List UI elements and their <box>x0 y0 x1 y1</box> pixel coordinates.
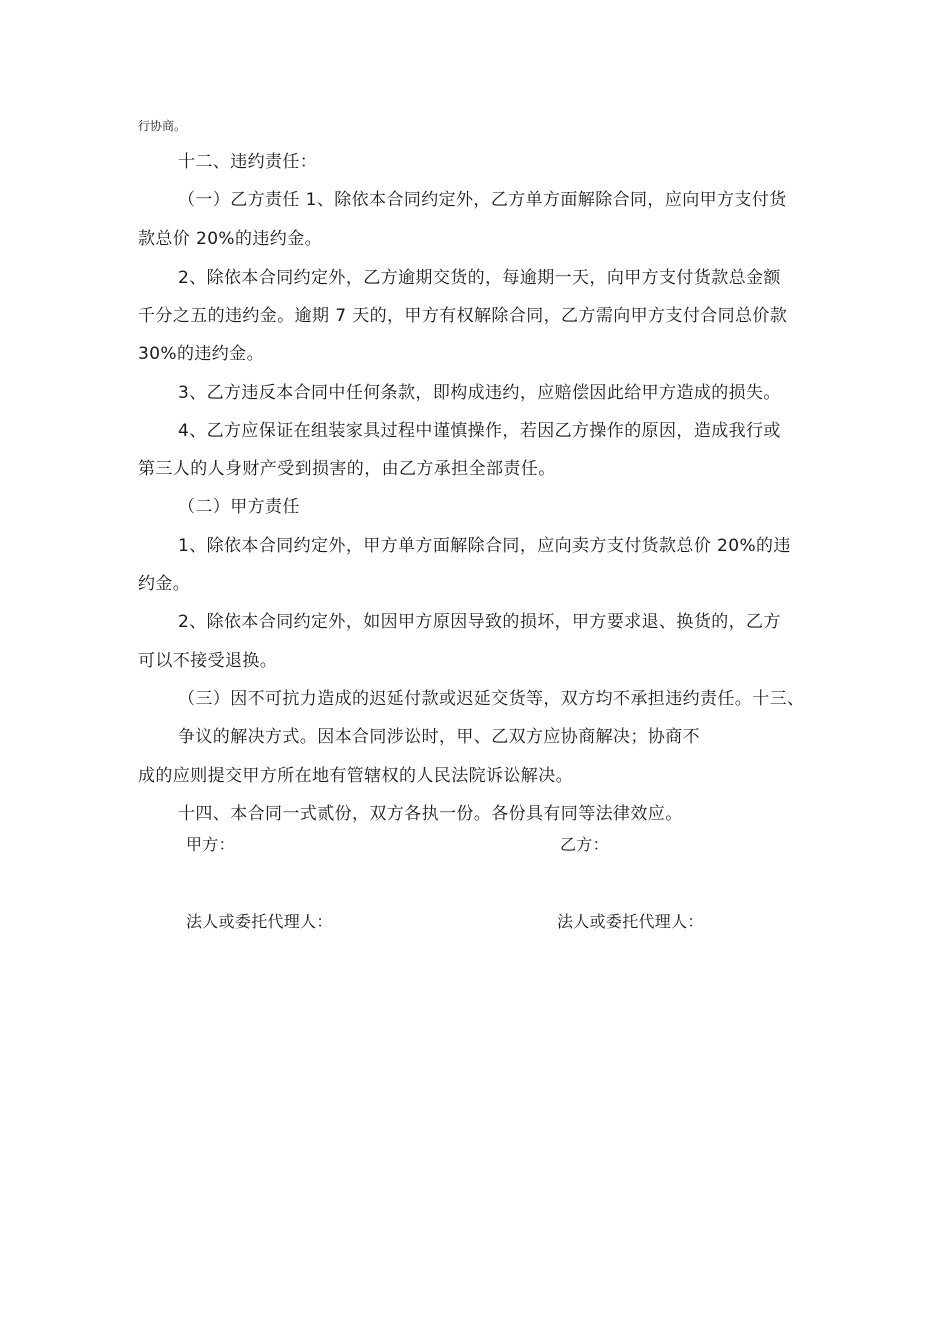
text-line: 款总价 20%的违约金。 <box>138 229 322 249</box>
party-a-agent-label: 法人或委托代理人： <box>186 912 333 931</box>
text-line: 千分之五的违约金。逾期 7 天的，甲方有权解除合同，乙方需向甲方支付合同总价款 <box>138 306 788 326</box>
section-heading-breach-liability: 十二、违约责任： <box>178 152 318 172</box>
subsection-heading-party-a: （二）甲方责任 <box>178 497 300 517</box>
text-line: 第三人的人身财产受到损害的，由乙方承担全部责任。 <box>138 459 556 479</box>
text-line: 约金。 <box>138 574 191 594</box>
text-line: （三）因不可抗力造成的迟延付款或迟延交货等，双方均不承担违约责任。十三、 <box>178 689 805 709</box>
text-line: 2、除依本合同约定外，乙方逾期交货的，每逾期一天，向甲方支付货款总金额 <box>178 268 781 288</box>
text-line: 1、除依本合同约定外，甲方单方面解除合同，应向卖方支付货款总价 20%的违 <box>178 536 791 556</box>
text-line: 争议的解决方式。因本合同涉讼时，甲、乙双方应协商解决；协商不 <box>178 727 700 747</box>
text-line: 成的应则提交甲方所在地有管辖权的人民法院诉讼解决。 <box>138 766 573 786</box>
party-a-label: 甲方： <box>186 835 235 854</box>
text-line: 2、除依本合同约定外，如因甲方原因导致的损坏，甲方要求退、换货的，乙方 <box>178 612 781 632</box>
text-line: 可以不接受退换。 <box>138 651 278 671</box>
text-line: 4、乙方应保证在组装家具过程中谨慎操作，若因乙方操作的原因，造成我行或 <box>178 421 781 441</box>
party-b-agent-label: 法人或委托代理人： <box>557 912 704 931</box>
text-line: 3、乙方违反本合同中任何条款，即构成违约，应赔偿因此给甲方造成的损失。 <box>178 383 781 403</box>
text-line-continuation: 行协商。 <box>138 119 187 133</box>
party-b-label: 乙方： <box>560 835 609 854</box>
text-line: 十四、本合同一式贰份，双方各执一份。各份具有同等法律效应。 <box>178 804 683 824</box>
text-line: （一）乙方责任 1、除依本合同约定外，乙方单方面解除合同，应向甲方支付货 <box>178 190 787 210</box>
text-line: 30%的违约金。 <box>138 344 264 364</box>
